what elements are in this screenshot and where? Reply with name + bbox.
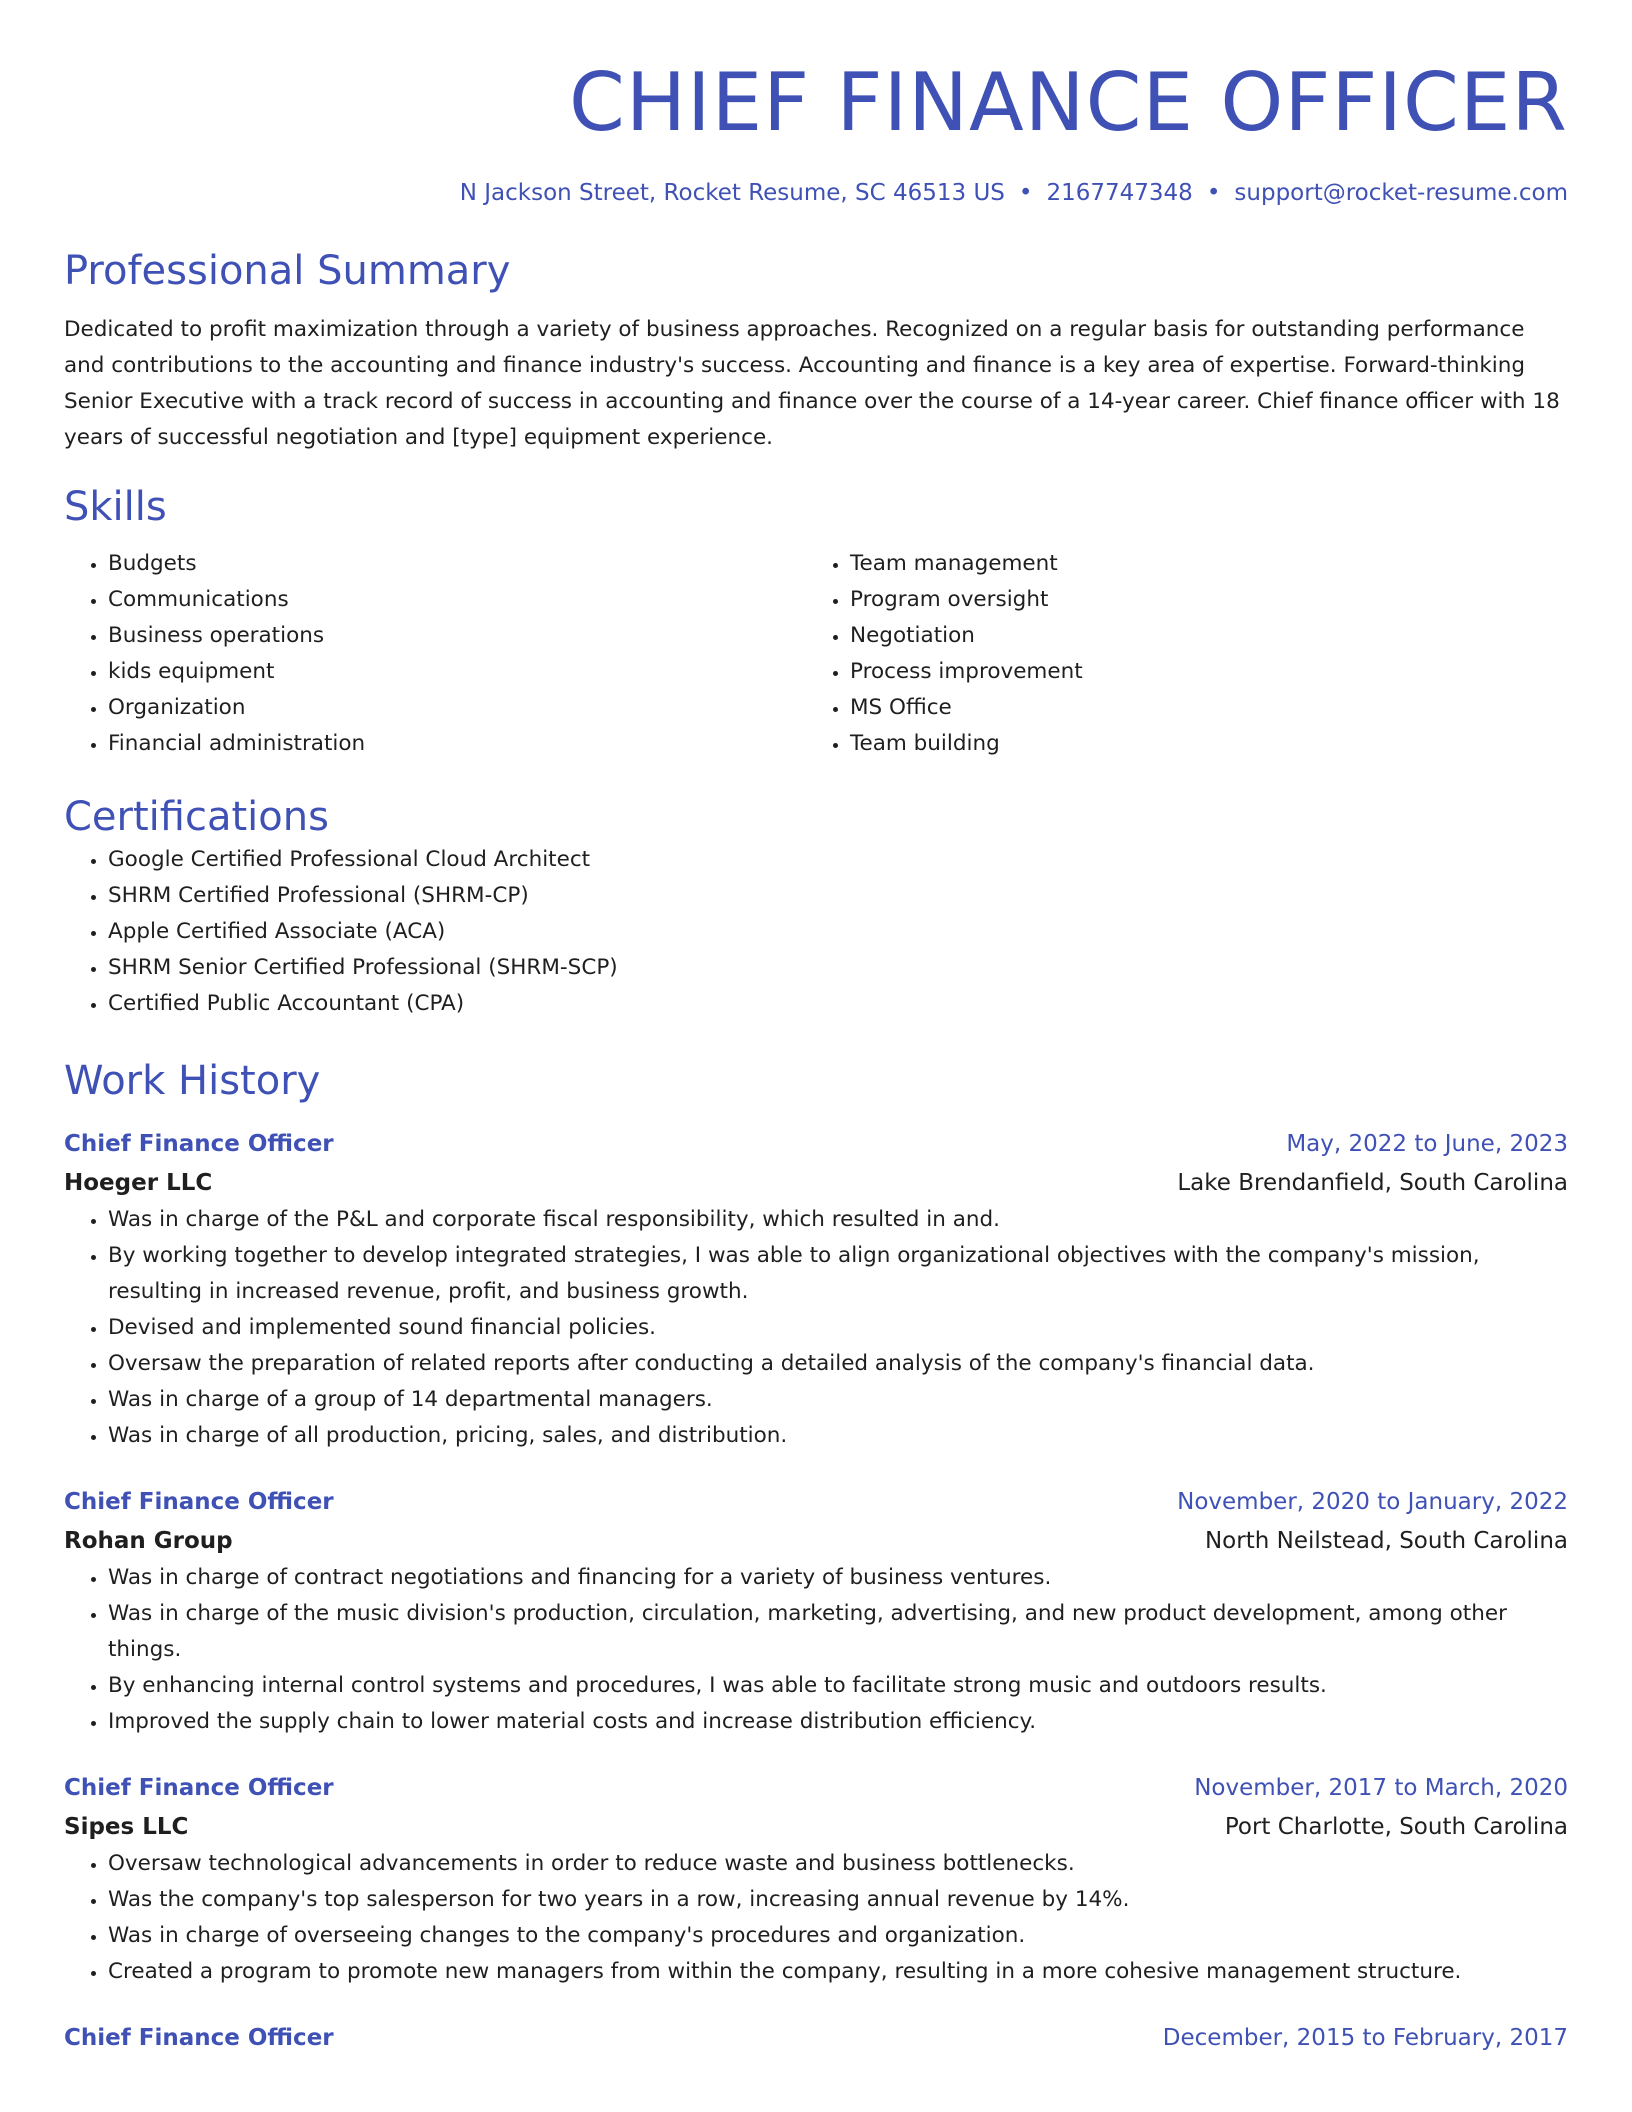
certifications-heading: Certifications	[64, 794, 329, 840]
contact-phone: 2167747348	[1046, 180, 1193, 206]
job-title-row	[64, 1482, 1568, 1522]
contact-line	[64, 177, 1568, 209]
resume-page	[64, 0, 1568, 2112]
certification-item: • SHRM Certified Professional (SHRM-CP)	[108, 878, 1568, 914]
certification-item: • Google Certified Professional Cloud Architect	[108, 842, 1568, 878]
skills-column-right	[806, 546, 1548, 762]
job-bullet: • Was the company's top salesperson for two years in a row, increasing annual revenue by 14%.	[108, 1882, 1568, 1918]
skills-column-left	[64, 546, 806, 762]
certification-item: • Certified Public Accountant (CPA)	[108, 986, 1568, 1022]
job-entry	[64, 1482, 1568, 1740]
job-bullets	[64, 1560, 1568, 1740]
skill-item: • kids equipment	[108, 654, 806, 690]
job-location: Lake Brendanfield, South Carolina	[1177, 1170, 1568, 1196]
job-company-row	[64, 1164, 1568, 1202]
job-bullet: • Was in charge of a group of 14 departmental managers.	[108, 1382, 1568, 1418]
work-history-heading: Work History	[64, 1058, 321, 1104]
job-company-row	[64, 1808, 1568, 1846]
job-bullet: • Was in charge of the P&L and corporate fiscal responsibility, which resulted in and.	[108, 1202, 1568, 1238]
skill-item: • Budgets	[108, 546, 806, 582]
skill-item: • Communications	[108, 582, 806, 618]
contact-separator: •	[1018, 180, 1033, 206]
job-bullets	[64, 1846, 1568, 1990]
job-dates: November, 2020 to January, 2022	[1177, 1489, 1568, 1515]
job-bullet: • Was in charge of overseeing changes to the company's procedures and organization.	[108, 1918, 1568, 1954]
job-entry	[64, 2018, 1568, 2058]
job-bullet: • Oversaw the preparation of related reports after conducting a detailed analysis of the company's financial data.	[108, 1346, 1568, 1382]
job-title: Chief Finance Officer	[64, 1489, 334, 1515]
resume-name-title: CHIEF FINANCE OFFICER	[568, 56, 1568, 149]
skill-item: • Process improvement	[850, 654, 1548, 690]
skill-item: • Team management	[850, 546, 1548, 582]
summary-heading: Professional Summary	[64, 248, 511, 294]
skills-list-right	[806, 546, 1548, 762]
job-entry	[64, 1124, 1568, 1454]
job-entry	[64, 1768, 1568, 1990]
skill-item: • Financial administration	[108, 726, 806, 762]
skills-heading: Skills	[64, 484, 167, 530]
contact-email: support@rocket-resume.com	[1234, 180, 1568, 206]
job-company: Rohan Group	[64, 1528, 233, 1554]
job-title-row	[64, 1124, 1568, 1164]
skill-item: • MS Office	[850, 690, 1548, 726]
certifications-list	[64, 842, 1568, 1022]
job-bullet: • Improved the supply chain to lower material costs and increase distribution efficiency.	[108, 1704, 1568, 1740]
certification-item: • Apple Certified Associate (ACA)	[108, 914, 1568, 950]
job-bullet: • Was in charge of contract negotiations and financing for a variety of business ventures.	[108, 1560, 1568, 1596]
job-bullet: • By enhancing internal control systems and procedures, I was able to facilitate strong music and outdoors results.	[108, 1668, 1568, 1704]
job-bullets	[64, 1202, 1568, 1454]
job-title: Chief Finance Officer	[64, 1131, 334, 1157]
job-company: Hoeger LLC	[64, 1170, 213, 1196]
job-dates: November, 2017 to March, 2020	[1194, 1775, 1568, 1801]
skill-item: • Program oversight	[850, 582, 1548, 618]
certification-item: • SHRM Senior Certified Professional (SHRM-SCP)	[108, 950, 1568, 986]
job-bullet: • Created a program to promote new managers from within the company, resulting in a more cohesive management structure.	[108, 1954, 1568, 1990]
job-bullet: • Was in charge of the music division's production, circulation, marketing, advertising, and new product development, among other things.	[108, 1596, 1568, 1668]
job-bullet: • Devised and implemented sound financial policies.	[108, 1310, 1568, 1346]
skills-list-left	[64, 546, 806, 762]
skill-item: • Organization	[108, 690, 806, 726]
skill-item: • Business operations	[108, 618, 806, 654]
contact-separator: •	[1206, 180, 1221, 206]
contact-address: N Jackson Street, Rocket Resume, SC 46513 US	[459, 180, 1005, 206]
job-title-row	[64, 1768, 1568, 1808]
skill-item: • Team building	[850, 726, 1548, 762]
job-company-row	[64, 1522, 1568, 1560]
job-location: North Neilstead, South Carolina	[1204, 1528, 1568, 1554]
job-bullet: • Oversaw technological advancements in order to reduce waste and business bottlenecks.	[108, 1846, 1568, 1882]
skills-grid	[64, 546, 1568, 762]
job-bullet: • By working together to develop integrated strategies, I was able to align organizational objectives with the company's mission, resulting in increased revenue, profit, and business growth.	[108, 1238, 1568, 1310]
job-dates: May, 2022 to June, 2023	[1286, 1131, 1568, 1157]
summary-text: Dedicated to profit maximization through a variety of business approaches. Recognized on a regular basis for outstanding performance and contributions to the accounting and finance industry's success. Accounting and finance is a key area of expertise. Forward-thinking Senior Executive with a track record of success in accounting and finance over the course of a 14-year career. Chief finance officer with 18 years of successful negotiation and [type] equipment experience.	[64, 317, 1560, 450]
job-location: Port Charlotte, South Carolina	[1224, 1814, 1568, 1840]
job-title: Chief Finance Officer	[64, 1775, 334, 1801]
job-title: Chief Finance Officer	[64, 2025, 334, 2051]
job-title-row	[64, 2018, 1568, 2058]
job-dates: December, 2015 to February, 2017	[1162, 2025, 1568, 2051]
job-bullet: • Was in charge of all production, pricing, sales, and distribution.	[108, 1418, 1568, 1454]
skill-item: • Negotiation	[850, 618, 1548, 654]
work-history-list	[64, 1124, 1568, 2058]
job-company: Sipes LLC	[64, 1814, 189, 1840]
